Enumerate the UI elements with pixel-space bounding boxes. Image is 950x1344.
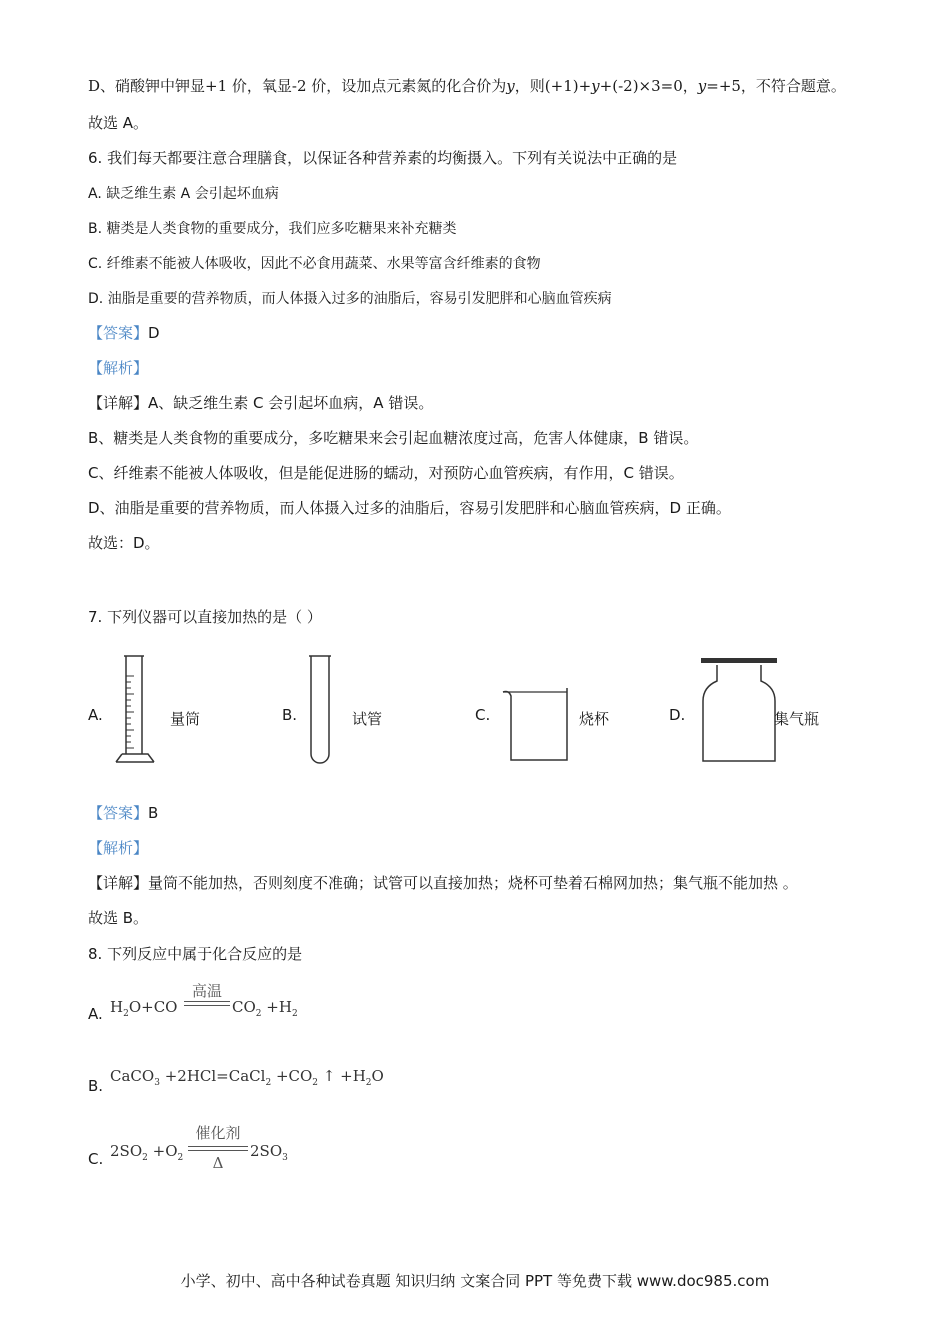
q6-detail-tag: 【详解】	[88, 394, 149, 412]
prev-d-text-c: +(-2)×3=0，	[599, 77, 698, 95]
q7-detail	[88, 873, 798, 893]
q7-option-d-name: 集气瓶	[774, 710, 820, 728]
var-y-2: y	[591, 77, 600, 95]
prev-d-text-a: D、硝酸钾中钾显+1 价，氧显-2 价，设加点元素氮的化合价为	[88, 77, 507, 95]
q6-answer-value: D	[148, 324, 160, 342]
var-y-1: y	[506, 77, 515, 95]
q8-option-a-letter: A.	[88, 1005, 103, 1023]
q6-detail-text-1: A、缺乏维生素 C 会引起坏血病，A 错误。	[148, 394, 434, 412]
q8-option-a-condition: 高温	[191, 982, 222, 1000]
q7-option-c-name: 烧杯	[579, 710, 610, 728]
q6-stem: 6. 我们每天都要注意合理膳食，以保证各种营养素的均衡摄入。下列有关说法中正确的是	[88, 149, 678, 167]
q7-option-d-letter: D.	[669, 706, 686, 724]
q7-detail-text: 量筒不能加热，否则刻度不准确；试管可以直接加热；烧杯可垫着石棉网加热；集气瓶不能加热 。	[148, 874, 798, 892]
page-footer: 小学、初中、高中各种试卷真题 知识归纳 文案合同 PPT 等免费下载 www.doc985.com	[180, 1272, 770, 1290]
q6-detail-line-1	[88, 393, 433, 413]
prev-d-text-b: ，则(+1)+	[514, 77, 592, 95]
q6-option-d: D. 油脂是重要的营养物质，而人体摄入过多的油脂后，容易引发肥胖和心脑血管疾病	[88, 291, 612, 307]
q6-option-c: C. 纤维素不能被人体吸收，因此不必食用蔬菜、水果等富含纤维素的食物	[88, 256, 541, 272]
gas-jar-icon	[699, 656, 779, 766]
q7-choice: 故选 B。	[88, 909, 149, 927]
q8-option-b-letter: B.	[88, 1077, 104, 1095]
q8-option-c-reactants: $2SO_2 +O_2$	[110, 1142, 184, 1163]
q6-analysis-tag: 【解析】	[88, 359, 149, 377]
q8-option-c-condition-top: 催化剂	[195, 1124, 241, 1142]
q8-option-b	[88, 1062, 488, 1122]
test-tube-icon	[306, 652, 336, 768]
q8-option-c-equals	[188, 1146, 248, 1151]
q6-detail-line-4: D、油脂是重要的营养物质，而人体摄入过多的油脂后，容易引发肥胖和心脑血管疾病，D 正确。	[88, 499, 731, 517]
q7-analysis-tag: 【解析】	[88, 839, 149, 857]
prev-choice: 故选 A。	[88, 114, 149, 132]
q7-option-d	[669, 650, 869, 770]
q7-detail-tag: 【详解】	[88, 874, 149, 892]
q6-answer-tag: 【答案】	[88, 324, 149, 342]
q7-option-b	[282, 650, 432, 770]
q7-option-b-name: 试管	[352, 710, 383, 728]
q6-detail-line-2: B、糖类是人类食物的重要成分，多吃糖果来会引起血糖浓度过高，危害人体健康，B 错误。	[88, 429, 699, 447]
prev-option-d-explanation	[88, 76, 846, 96]
q8-option-c-products: $2SO_3$	[250, 1142, 288, 1163]
q7-option-a-letter: A.	[88, 706, 103, 724]
var-y-3: y	[697, 77, 707, 95]
q8-option-a-equals	[184, 1001, 230, 1006]
prev-d-text-d: =+5，不符合题意。	[706, 77, 846, 95]
q8-option-a	[88, 980, 488, 1040]
q7-stem: 7. 下列仪器可以直接加热的是（ ）	[88, 608, 322, 626]
q6-choice: 故选：D。	[88, 534, 160, 552]
q8-option-a-products: $CO_2 +H_2$	[232, 998, 298, 1019]
q6-answer	[88, 323, 160, 343]
q7-option-a	[88, 650, 268, 770]
q7-option-c-letter: C.	[475, 706, 491, 724]
beaker-icon	[499, 684, 571, 764]
q7-answer	[88, 803, 158, 823]
graduated-cylinder-icon	[112, 654, 162, 766]
q8-option-c-letter: C.	[88, 1150, 104, 1168]
q8-option-c	[88, 1120, 488, 1184]
q8-option-b-equation: CaCO$_3$ +2HCl=CaCl$_2$ $+CO_2$ ↑ $+H_2O$	[110, 1067, 384, 1088]
q7-answer-tag: 【答案】	[88, 804, 149, 822]
q7-option-a-name: 量筒	[170, 710, 201, 728]
q7-option-c	[475, 650, 645, 770]
q8-option-a-reactants: $H_2O+CO$	[110, 998, 178, 1019]
q8-option-c-condition-bottom: Δ	[212, 1154, 224, 1172]
q7-answer-value: B	[148, 804, 159, 822]
q6-option-a: A. 缺乏维生素 A 会引起坏血病	[88, 186, 279, 202]
q6-option-b: B. 糖类是人类食物的重要成分，我们应多吃糖果来补充糖类	[88, 221, 457, 237]
q6-detail-line-3: C、纤维素不能被人体吸收，但是能促进肠的蠕动，对预防心血管疾病，有作用，C 错误。	[88, 464, 684, 482]
q7-option-b-letter: B.	[282, 706, 298, 724]
q8-stem: 8. 下列反应中属于化合反应的是	[88, 945, 303, 963]
